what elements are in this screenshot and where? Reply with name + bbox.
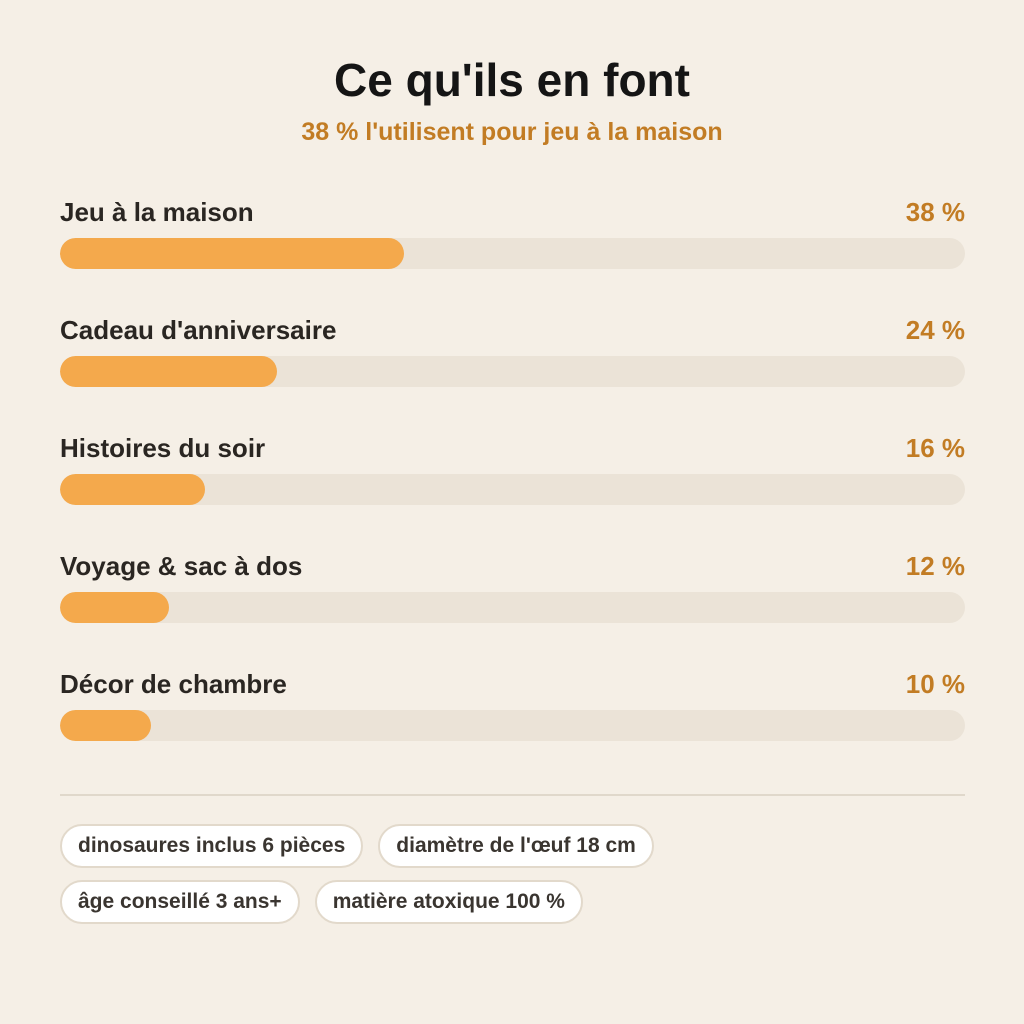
bar-row [60,544,965,662]
bar-label: Jeu à la maison [60,197,254,227]
chart-subtitle: 38 % l'utilisent pour jeu à la maison [301,118,723,146]
bar-fill [60,356,277,387]
bar-fill [60,474,205,505]
bar-track [60,474,965,505]
bar-row [60,662,965,780]
bar-label: Histoires du soir [60,433,266,463]
bar-track [60,710,965,741]
feature-tag: dinosaures inclus 6 pièces [60,824,363,868]
bar-label: Décor de chambre [60,669,287,699]
bar-row [60,190,965,308]
section-divider [60,794,965,796]
bar-track [60,356,965,387]
feature-tag: diamètre de l'œuf 18 cm [378,824,654,868]
chart-title: Ce qu'ils en font [334,54,690,106]
bar-fill [60,238,404,269]
bar-value-label: 16 % [905,433,965,463]
bar-track [60,592,965,623]
bar-value-label: 10 % [905,669,965,699]
bar-value-label: 12 % [905,551,965,581]
bar-value-label: 38 % [905,197,965,227]
tag-row [60,880,965,924]
bar-chart [60,190,965,780]
bar-fill [60,592,169,623]
bar-row [60,426,965,544]
tag-row [60,824,965,868]
feature-tag: matière atoxique 100 % [315,880,583,924]
feature-tag: âge conseillé 3 ans+ [60,880,300,924]
bar-fill [60,710,151,741]
bar-track [60,238,965,269]
bar-row [60,308,965,426]
bar-label: Voyage & sac à dos [60,551,303,581]
feature-tags [60,824,965,936]
bar-value-label: 24 % [905,315,965,345]
bar-label: Cadeau d'anniversaire [60,315,337,345]
